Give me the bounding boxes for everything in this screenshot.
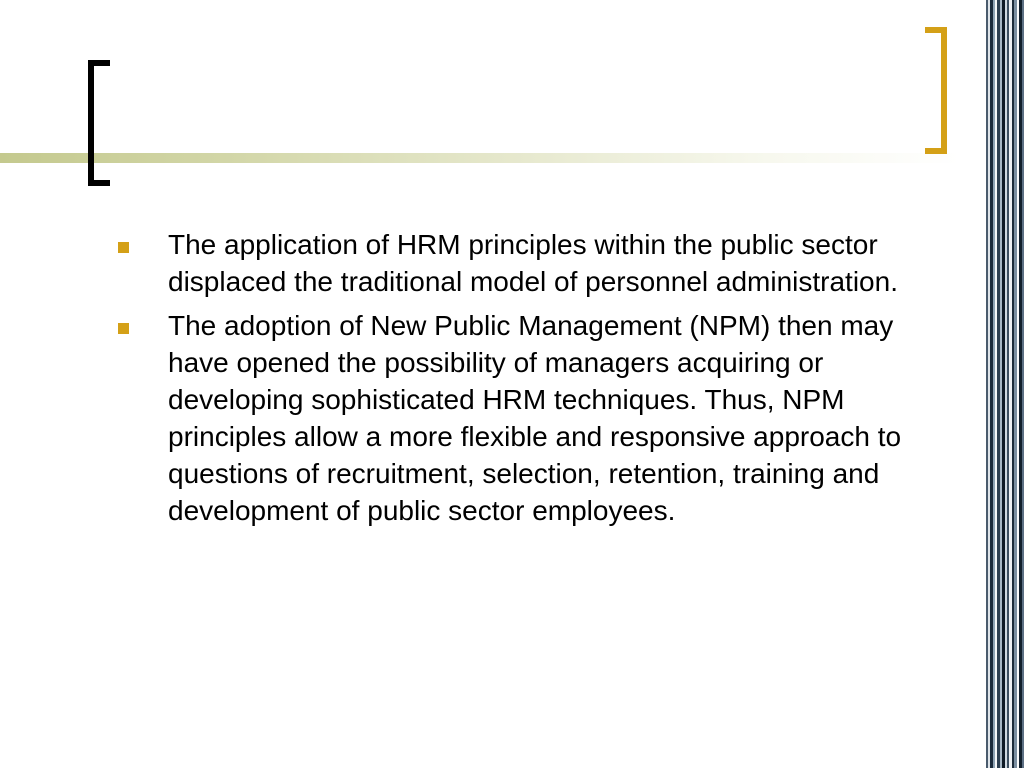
square-bullet-icon	[118, 242, 129, 253]
bullet-item	[116, 226, 946, 300]
bullet-item	[116, 307, 946, 529]
square-bullet-icon	[118, 323, 129, 334]
bullet-text: The adoption of New Public Management (NPM) then may have opened the possibility of managers acquiring or developing sophisticated HRM techniques. Thus, NPM principles allow a more flexible and responsive approach to questions of recruitment, selection, retention, training and development of public sector employees.	[168, 310, 902, 526]
right-bracket-decoration	[925, 27, 947, 154]
title-divider-rule	[0, 153, 960, 163]
bullet-list	[116, 226, 946, 536]
left-bracket-decoration	[88, 60, 110, 186]
bullet-text: The application of HRM principles within the public sector displaced the traditional model of personnel administration.	[168, 229, 898, 297]
vertical-stripe-band	[986, 0, 1024, 768]
